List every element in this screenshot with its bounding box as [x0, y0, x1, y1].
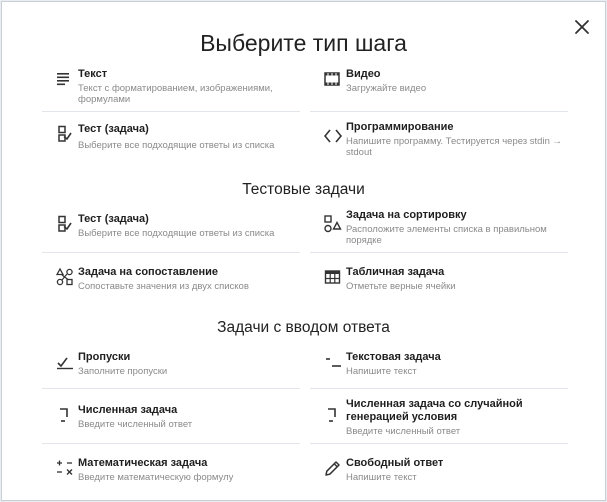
step-type-programming[interactable] [310, 121, 568, 165]
item-title: Свободный ответ [346, 457, 444, 469]
step-type-free-answer[interactable] [310, 457, 568, 487]
item-description: Выберите все подходящие ответы из списка [78, 140, 275, 151]
step-type-test[interactable] [42, 213, 300, 253]
item-title: Тест (задача) [78, 123, 149, 135]
item-description: Введите численный ответ [78, 419, 193, 430]
step-type-text[interactable] [42, 68, 300, 112]
code-icon [324, 127, 342, 145]
item-description: Напишите программу. Тестируется через stdin → stdout [346, 136, 562, 158]
item-description: Расположите элементы списка в правильном порядке [346, 224, 547, 246]
item-description: Напишите текст [346, 472, 417, 483]
step-type-sorting[interactable] [310, 209, 568, 253]
step-type-gaps[interactable] [42, 351, 300, 389]
shapes-sort-icon [324, 215, 342, 233]
math-operators-icon [56, 459, 74, 477]
item-description: Загружайте видео [346, 83, 427, 94]
item-title: Табличная задача [346, 266, 445, 278]
step-type-math[interactable] [42, 457, 300, 487]
item-title: Текст [78, 68, 108, 80]
text-input-icon [324, 353, 342, 371]
item-title: Численная задача со случайной генерацией условия [346, 398, 523, 423]
table-icon [324, 268, 342, 286]
item-description: Текст с форматированием, изображениями, формулами [78, 83, 273, 105]
item-title: Численная задача [78, 404, 178, 416]
step-type-test[interactable] [42, 123, 300, 167]
step-type-video[interactable] [310, 68, 568, 112]
item-description: Введите численный ответ [346, 426, 461, 437]
item-description: Отметьте верные ячейки [346, 281, 456, 292]
checklist-icon [56, 215, 74, 233]
section-title-test-tasks: Тестовые задачи [242, 181, 365, 198]
item-title: Тест (задача) [78, 213, 149, 225]
numeric-icon [324, 406, 342, 424]
item-title: Программирование [346, 121, 454, 133]
section-title-answer-input-tasks: Задачи с вводом ответа [217, 319, 390, 336]
item-title: Математическая задача [78, 457, 208, 469]
step-type-matching[interactable] [42, 266, 300, 300]
checklist-icon [56, 125, 74, 143]
step-type-numeric[interactable] [42, 404, 300, 444]
item-title: Видео [346, 68, 381, 80]
item-title: Задача на сопоставление [78, 266, 218, 278]
step-type-dialog [1, 1, 606, 501]
item-title: Задача на сортировку [346, 209, 467, 221]
item-description: Выберите все подходящие ответы из списка [78, 228, 275, 239]
numeric-icon [56, 406, 74, 424]
item-title: Текстовая задача [346, 351, 441, 363]
text-lines-icon [56, 70, 74, 88]
shapes-match-icon [56, 268, 74, 286]
fill-gaps-icon [56, 353, 74, 371]
video-icon [324, 70, 342, 88]
step-type-table[interactable] [310, 266, 568, 300]
step-type-text-task[interactable] [310, 351, 568, 389]
step-type-numeric-random[interactable] [310, 398, 568, 444]
item-description: Заполните пропуски [78, 366, 168, 377]
item-description: Напишите текст [346, 366, 417, 377]
dialog-title: Выберите тип шага [200, 30, 407, 56]
pencil-icon [324, 459, 342, 477]
item-description: Сопоставьте значения из двух списков [78, 281, 249, 292]
item-title: Пропуски [78, 351, 131, 363]
item-description: Введите математическую формулу [78, 472, 234, 483]
